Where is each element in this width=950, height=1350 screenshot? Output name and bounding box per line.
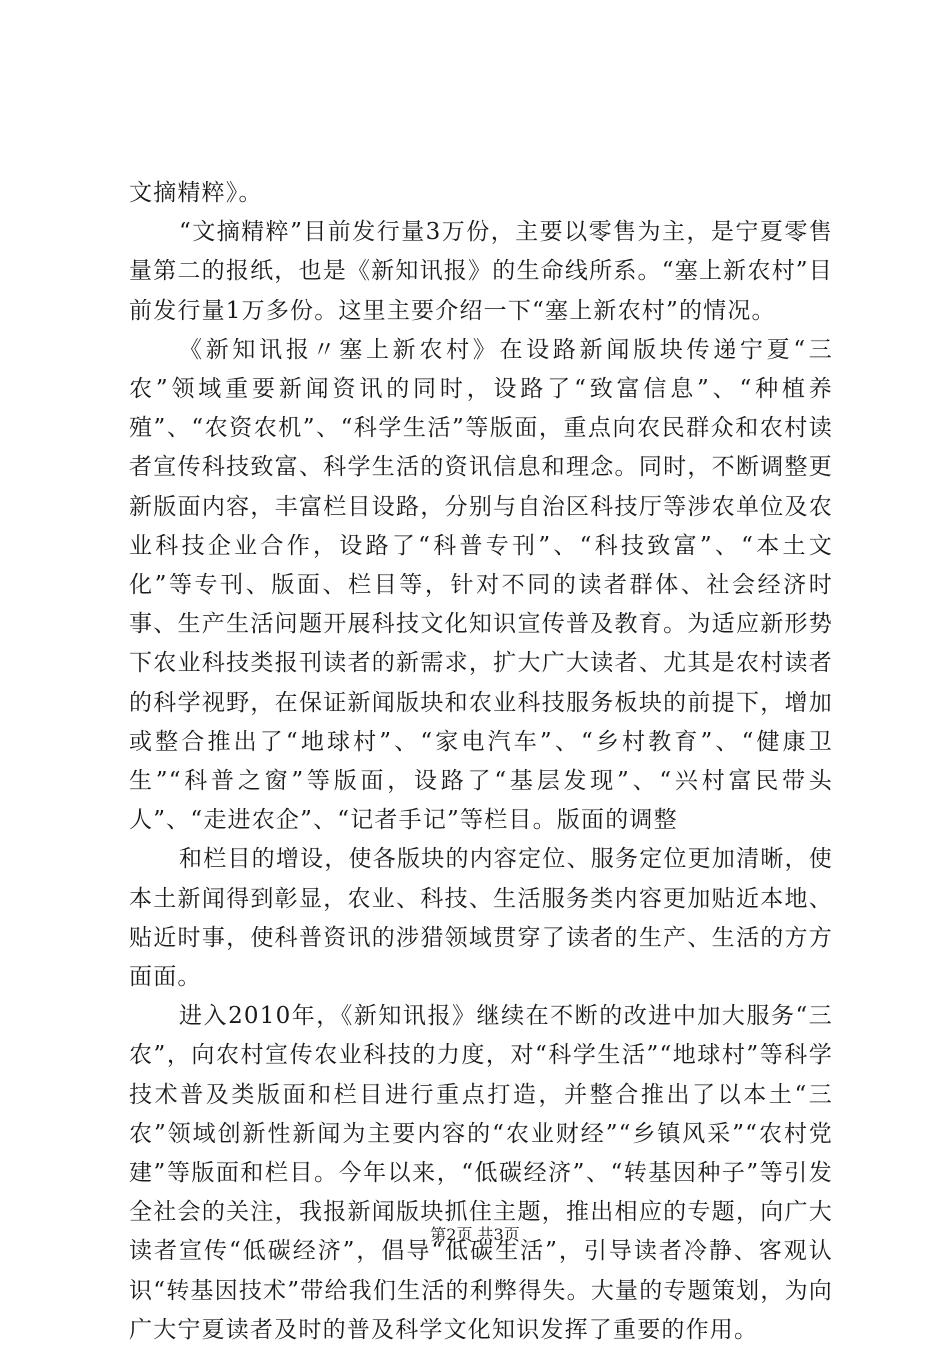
paragraph-5: 进入2010年，《新知讯报》继续在不断的改进中加大服务“三农”，向农村宣传农业科技的力度，对“科学生活”“地球村”等科学技术普及类版面和栏目进行重点打造，并整合推出了以本土“三农”领域创新性新闻为主要内容的“农业财经”“乡镇风采”“农村党建”等版面和栏目。今年以来，“低碳经济”、“转基因种子”等引发全社会的关注，我报新闻版块抓住主题，推出相应的专题，向广大读者宣传“低碳经济”，倡导“低碳生活”，引导读者冷静、客观认识“转基因技术”带给我们生活的利弊得失。大量的专题策划，为向广大宁夏读者及时的普及科学文化知识发挥了重要的作用。 [129, 1003, 833, 1343]
page-number-footer: 第2页 共3页 [430, 1225, 520, 1244]
paragraph-1: 文摘精粹》。 [129, 180, 263, 206]
document-body [129, 174, 833, 1350]
paragraph-2: “文摘精粹”目前发行量3万份，主要以零售为主，是宁夏零售量第二的报纸，也是《新知讯报》的生命线所系。“塞上新农村”目前发行量1万多份。这里主要介绍一下“塞上新农村”的情况。 [129, 219, 833, 324]
paragraph-3: 《新知讯报〃塞上新农村》在设路新闻版块传递宁夏“三农”领域重要新闻资讯的同时，设路了“致富信息”、“种植养殖”、“农资农机”、“科学生活”等版面，重点向农民群众和农村读者宣传科技致富、科学生活的资讯信息和理念。同时，不断调整更新版面内容，丰富栏目设路，分别与自治区科技厅等涉农单位及农业科技企业合作，设路了“科普专刊”、“科技致富”、“本土文化”等专刊、版面、栏目等，针对不同的读者群体、社会经济时事、生产生活问题开展科技文化知识宣传普及教育。为适应新形势下农业科技类报刊读者的新需求，扩大广大读者、尤其是农村读者的科学视野，在保证新闻版块和农业科技服务板块的前提下，增加或整合推出了“地球村”、“家电汽车”、“乡村教育”、“健康卫生”“科普之窗”等版面，设路了“基层发现”、“兴村富民带头人”、“走进农企”、“记者手记”等栏目。版面的调整 [129, 336, 833, 834]
paragraph-4: 和栏目的增设，使各版块的内容定位、服务定位更加清晰，使本土新闻得到彰显，农业、科技、生活服务类内容更加贴近本地、贴近时事，使科普资讯的涉猎领域贯穿了读者的生产、生活的方方面面。 [129, 846, 833, 991]
